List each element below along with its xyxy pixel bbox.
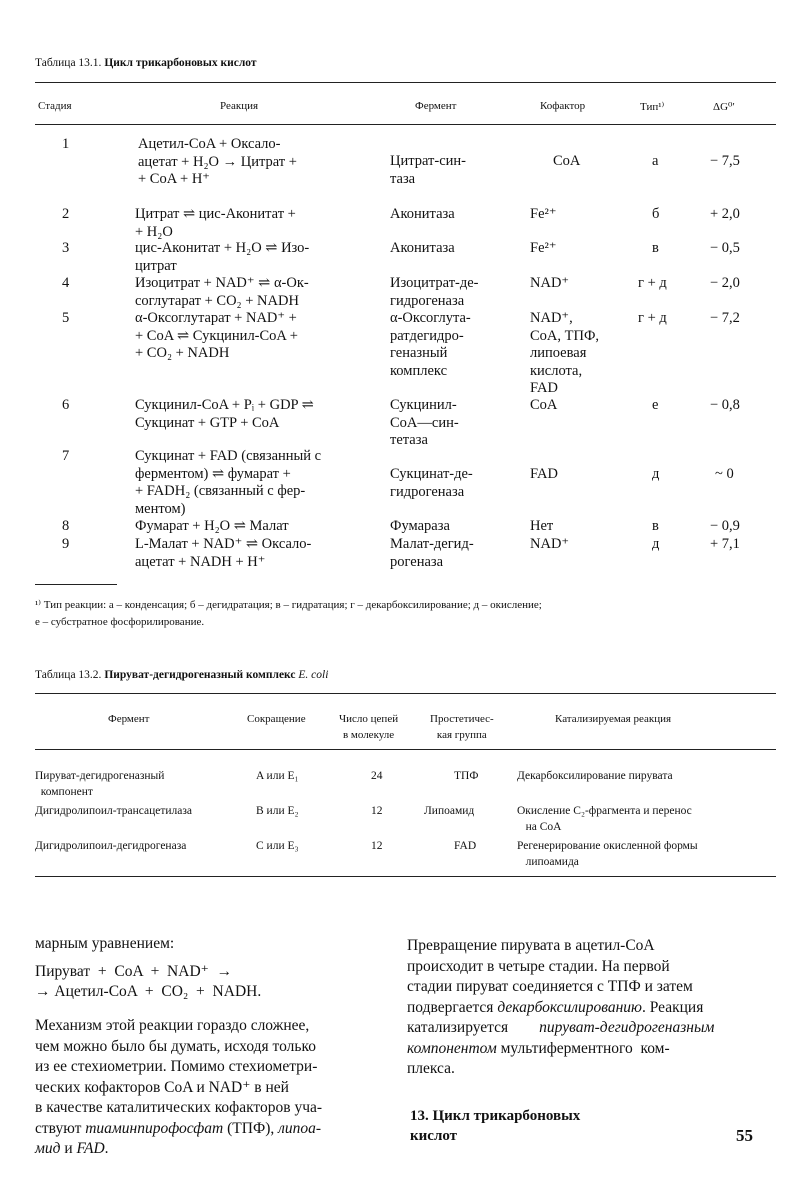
page-number: 55 [736, 1126, 753, 1145]
t1-row7-cofactor: FAD [530, 466, 558, 482]
t1-row6-cofactor: CoA [530, 397, 558, 413]
t2-row3-abbr: C или E₃ [256, 840, 299, 852]
footnote-rule [35, 584, 117, 585]
table2-caption [35, 669, 328, 681]
t1-row8-type: в [652, 518, 659, 534]
t1-row1-cofactor: CoA [553, 153, 581, 169]
t1-row1-enzyme: Цитрат-син- таза [390, 153, 467, 187]
table2-top-rule [35, 693, 776, 694]
t1-row6-enzyme: Сукцинил- CoA—син- тетаза [390, 397, 459, 448]
t1-row3-dg: − 0,5 [710, 240, 740, 256]
t1-header-enzyme: Фермент [415, 100, 457, 112]
caption-prefix: Таблица 13.1. [35, 57, 102, 69]
t2-header-reaction: Катализируемая реакция [555, 713, 672, 725]
equation-line-2: → Ацетил-CoA + CO₂ + NADH. [35, 983, 262, 1000]
t1-row6-reaction: Сукцинил-CoA + Pᵢ + GDP ⇌ Сукцинат + GTP + CoA [135, 397, 314, 431]
t1-row3-stage: 3 [62, 240, 70, 256]
t1-header-cofactor: Кофактор [540, 100, 586, 112]
t2-header-enzyme: Фермент [108, 713, 150, 725]
t1-row9-dg: + 7,1 [710, 536, 740, 552]
t2-header-group: Простетичес- кая группа [430, 713, 494, 741]
t2-header-abbr: Сокращение [247, 713, 306, 725]
t1-row3-reaction: цис-Аконитат + H₂O ⇌ Изо- цитрат [135, 240, 310, 274]
t2-row2-enzyme: Дигидролипоил-трансацетилаза [35, 805, 193, 817]
t1-row2-reaction: Цитрат ⇌ цис-Аконитат + + H₂O [135, 206, 296, 240]
t1-row9-cofactor: NAD⁺ [530, 536, 570, 552]
t1-row2-stage: 2 [62, 206, 70, 222]
t1-row5-reaction: α-Оксоглутарат + NAD⁺ + + CoA ⇌ Сукцинил-CoA + + CO₂ + NADH [135, 310, 298, 361]
t1-row9-reaction: L-Малат + NAD⁺ ⇌ Оксало- ацетат + NADH + H⁺ [135, 536, 312, 570]
table1-header-rule [35, 124, 776, 125]
t1-row5-type: г + д [638, 310, 667, 326]
t1-row9-stage: 9 [62, 536, 70, 552]
t2-row3-group: FAD [454, 840, 477, 852]
t2-row3-reaction: Регенерирование окисленной формы липоамида [517, 840, 698, 868]
t2-row2-reaction: Окисление C₂-фрагмента и перенос на CoA [517, 805, 692, 833]
table1-top-rule [35, 82, 776, 83]
t1-row7-dg: ~ 0 [715, 466, 734, 482]
t1-row2-cofactor: Fe²⁺ [530, 206, 557, 222]
right-paragraph [407, 936, 714, 1080]
left-paragraph-end: . [104, 1140, 109, 1157]
t1-row1-reaction: Ацетил-CoA + Оксало- ацетат + H₂O → Цитрат + + CoA + H⁺ [138, 136, 297, 187]
t1-row3-type: в [652, 240, 659, 256]
t1-header-stage: Стадия [38, 100, 72, 112]
t2-row2-group: Липоамид [424, 805, 475, 817]
term-pdh-component: пируват-дегидрогеназным компонентом [407, 1019, 715, 1057]
t2-row3-enzyme: Дигидролипоил-дегидрогеназа [35, 840, 187, 852]
t1-row1-stage: 1 [62, 136, 70, 152]
right-paragraph-mid: . Реакция катализируется [407, 998, 704, 1036]
caption-prefix: Таблица 13.2. [35, 669, 102, 681]
t1-row8-cofactor: Нет [530, 518, 554, 534]
right-paragraph-text: Превращение пирувата в ацетил-CoA происходит в четыре стадии. На первой стадии пируват соединяется с ТПФ и затем подвергается [407, 937, 693, 1016]
t1-row8-enzyme: Фумараза [390, 518, 450, 534]
table1-footnote: ¹⁾ Тип реакции: а – конденсация; б – дегидратация; в – гидратация; г – декарбоксилирование; д – окисление; е – субстратное фосфорилирование. [35, 599, 542, 628]
caption-title: Цикл трикарбоновых кислот [104, 57, 257, 69]
t2-row1-enzyme: Пируват-дегидрогеназный компонент [35, 770, 165, 798]
t1-row2-dg: + 2,0 [710, 206, 740, 222]
t1-row7-reaction: Сукцинат + FAD (связанный с ферментом) ⇌ фумарат + + FADH₂ (связанный с фер- ментом) [135, 448, 322, 517]
table2-bottom-rule [35, 876, 776, 877]
left-paragraph-and: и [60, 1140, 77, 1157]
t1-header-type: Тип¹⁾ [640, 101, 665, 113]
right-paragraph-end: мультиферментного ком- плекса. [407, 1039, 670, 1077]
t1-header-dg: ΔG⁰′ [713, 101, 735, 113]
left-paragraph [35, 1016, 322, 1160]
t1-row9-type: д [652, 536, 660, 552]
t2-row1-reaction: Декарбоксилирование пирувата [517, 770, 673, 782]
t1-row8-dg: − 0,9 [710, 518, 740, 534]
term-decarboxylation: декарбоксилированию [497, 998, 642, 1016]
t2-row1-abbr: A или E₁ [256, 770, 299, 782]
section-heading: 13. Цикл трикарбоновых кислот [410, 1108, 581, 1144]
t1-row2-type: б [652, 206, 660, 222]
t1-row5-dg: − 7,2 [710, 310, 740, 326]
term-lipoamide-part2: мид [35, 1140, 61, 1157]
table1-caption [35, 57, 257, 69]
t1-row5-enzyme: α-Оксоглута- ратдегидро- геназный комплекс [390, 310, 471, 379]
term-thiamine: тиаминпирофосфат [85, 1119, 224, 1137]
t1-row1-type: а [652, 153, 659, 169]
t1-row7-enzyme: Сукцинат-де- гидрогеназа [390, 466, 473, 500]
t1-row4-type: г + д [638, 275, 667, 291]
t1-row2-enzyme: Аконитаза [390, 206, 455, 222]
caption-species: E. coli [298, 669, 329, 681]
t1-row4-dg: − 2,0 [710, 275, 740, 291]
t1-row1-dg: − 7,5 [710, 153, 740, 169]
t1-row6-type: е [652, 397, 659, 413]
term-fad: FAD [76, 1140, 105, 1157]
t2-row3-chains: 12 [371, 840, 383, 852]
table2-header-rule [35, 749, 776, 750]
left-paragraph-text: Механизм этой реакции гораздо сложнее, чем можно было бы думать, исходя только из ее стехиометрии. Помимо стехиометри- ческих кофакторов CoA и NAD⁺ в ней в качестве каталитических кофакторов уча- ствуют [35, 1017, 323, 1137]
t1-row4-stage: 4 [62, 275, 70, 291]
t1-row7-type: д [652, 466, 660, 482]
t1-row8-reaction: Фумарат + H₂O ⇌ Малат [135, 518, 289, 534]
t1-row6-dg: − 0,8 [710, 397, 740, 413]
t2-row2-chains: 12 [371, 805, 383, 817]
t1-row7-stage: 7 [62, 448, 70, 464]
t1-row4-reaction: Изоцитрат + NAD⁺ ⇌ α-Ок- соглутарат + CO₂ + NADH [135, 275, 309, 309]
t1-row3-cofactor: Fe²⁺ [530, 240, 557, 256]
t1-row5-cofactor: NAD⁺, CoA, ТПФ, липоевая кислота, FAD [530, 310, 600, 396]
caption-title: Пируват-дегидрогеназный комплекс [104, 669, 296, 681]
t1-row6-stage: 6 [62, 397, 70, 413]
term-lipoamide-part1: липоа- [278, 1119, 322, 1137]
t1-row8-stage: 8 [62, 518, 70, 534]
t1-row4-cofactor: NAD⁺ [530, 275, 570, 291]
t1-row5-stage: 5 [62, 310, 70, 326]
t2-row2-abbr: B или E₂ [256, 805, 299, 817]
t1-row4-enzyme: Изоцитрат-де- гидрогеназа [390, 275, 479, 309]
t1-row9-enzyme: Малат-дегид- рогеназа [390, 536, 474, 570]
t2-row1-chains: 24 [371, 770, 383, 782]
t1-row3-enzyme: Аконитаза [390, 240, 455, 256]
left-intro-line: марным уравнением: [35, 935, 175, 952]
equation-line-1: Пируват + CoA + NAD⁺ → [35, 963, 233, 980]
t2-header-chains: Число цепей в молекуле [339, 713, 399, 741]
t1-header-reaction: Реакция [220, 100, 259, 112]
t2-row1-group: ТПФ [454, 770, 479, 782]
left-paragraph-mid: (ТПФ), [223, 1119, 279, 1137]
